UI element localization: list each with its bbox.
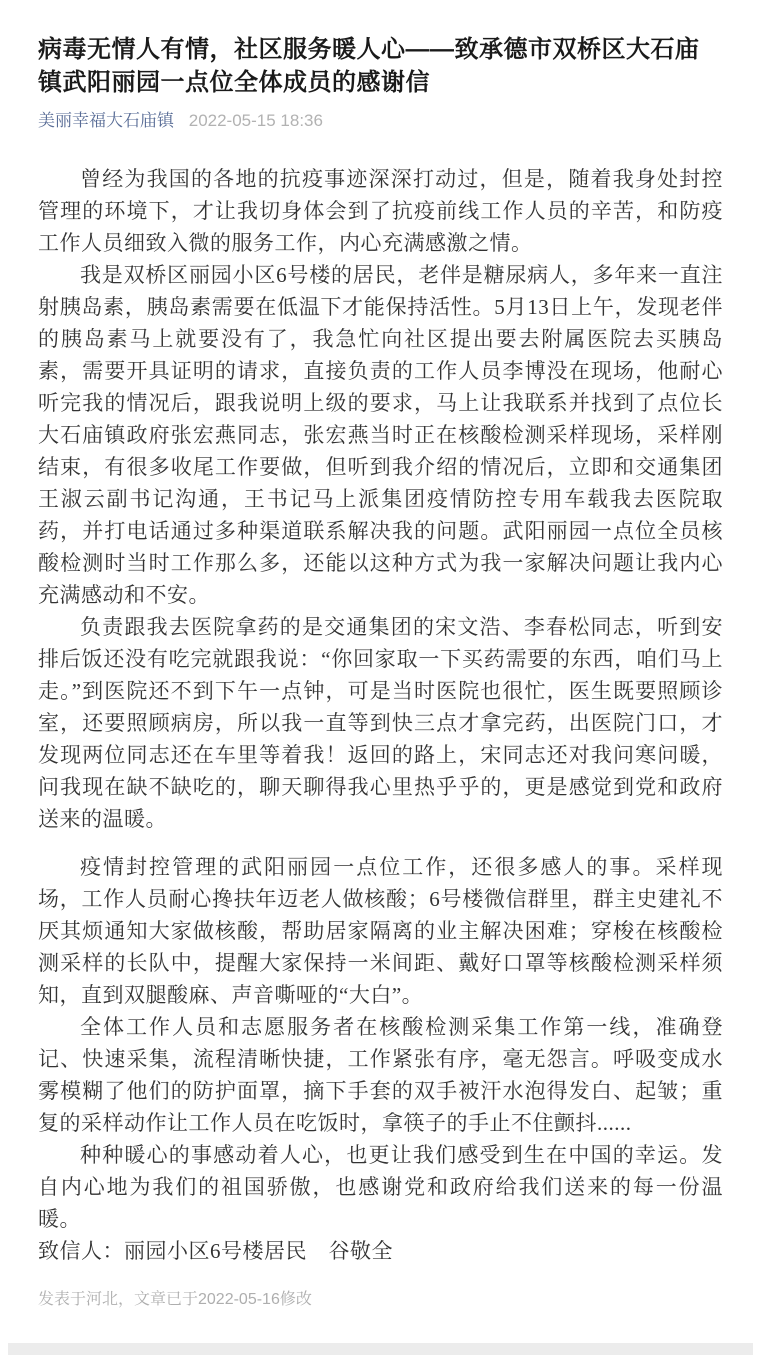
article-meta (38, 110, 723, 132)
paragraph-4: 疫情封控管理的武阳丽园一点位工作，还很多感人的事。采样现场，工作人员耐心搀扶年迈老人做核酸；6号楼微信群里，群主史建礼不厌其烦通知大家做核酸，帮助居家隔离的业主解决困难；穿梭在核酸检测采样的长队中，提醒大家保持一米间距、戴好口罩等核酸检测采样须知，直到双腿酸麻、声音嘶哑的“大白”。 (38, 855, 723, 1007)
bottom-divider-bar (8, 1343, 753, 1355)
page-title: 病毒无情人有情，社区服务暖人心——致承德市双桥区大石庙镇武阳丽园一点位全体成员的感谢信 (38, 36, 700, 96)
paragraph-6: 种种暖心的事感动着人心，也更让我们感受到生在中国的幸运。发自内心地为我们的祖国骄傲，也感谢党和政府给我们送来的每一份温暖。 (38, 1143, 723, 1231)
footer-note: 发表于河北，文章已于2022-05-16修改 (38, 1291, 312, 1308)
signature-line: 致信人：丽园小区6号楼居民 谷敬全 (38, 1239, 393, 1263)
paragraph-2: 我是双桥区丽园小区6号楼的居民，老伴是糖尿病人，多年来一直注射胰岛素，胰岛素需要在低温下才能保持活性。5月13日上午，发现老伴的胰岛素马上就要没有了，我急忙向社区提出要去附属医院去买胰岛素，需要开具证明的请求，直接负责的工作人员李博没在现场，他耐心听完我的情况后，跟我说明上级的要求，马上让我联系并找到了点位长大石庙镇政府张宏燕同志，张宏燕当时正在核酸检测采样现场，采样刚结束，有很多收尾工作要做，但听到我介绍的情况后，立即和交通集团王淑云副书记沟通，王书记马上派集团疫情防控专用车载我去医院取药，并打电话通过多种渠道联系解决我的问题。武阳丽园一点位全员核酸检测时当时工作那么多，还能以这种方式为我一家解决问题让我内心充满感动和不安。 (38, 263, 723, 607)
publish-timestamp: 2022-05-15 18:36 (188, 111, 323, 130)
paragraph-3: 负责跟我去医院拿药的是交通集团的宋文浩、李春松同志，听到安排后饭还没有吃完就跟我说：“你回家取一下买药需要的东西，咱们马上走。”到医院还不到下午一点钟，可是当时医院也很忙，医生既要照顾诊室，还要照顾病房，所以我一直等到快三点才拿完药，出医院门口，才发现两位同志还在车里等着我！返回的路上，宋同志还对我问寒问暖，问我现在缺不缺吃的，聊天聊得我心里热乎乎的，更是感觉到党和政府送来的温暖。 (38, 615, 723, 831)
paragraph-5: 全体工作人员和志愿服务者在核酸检测采集工作第一线，准确登记、快速采集，流程清晰快捷，工作紧张有序，毫无怨言。呼吸变成水雾模糊了他们的防护面罩，摘下手套的双手被汗水泡得发白、起皱；重复的采样动作让工作人员在吃饭时，拿筷子的手止不住颤抖...... (38, 1015, 723, 1135)
paragraph-1: 曾经为我国的各地的抗疫事迹深深打动过，但是，随着我身处封控管理的环境下，才让我切身体会到了抗疫前线工作人员的辛苦，和防疫工作人员细致入微的服务工作，内心充满感激之情。 (38, 167, 723, 255)
article-body (38, 163, 723, 1267)
author-link[interactable]: 美丽幸福大石庙镇 (38, 111, 174, 130)
